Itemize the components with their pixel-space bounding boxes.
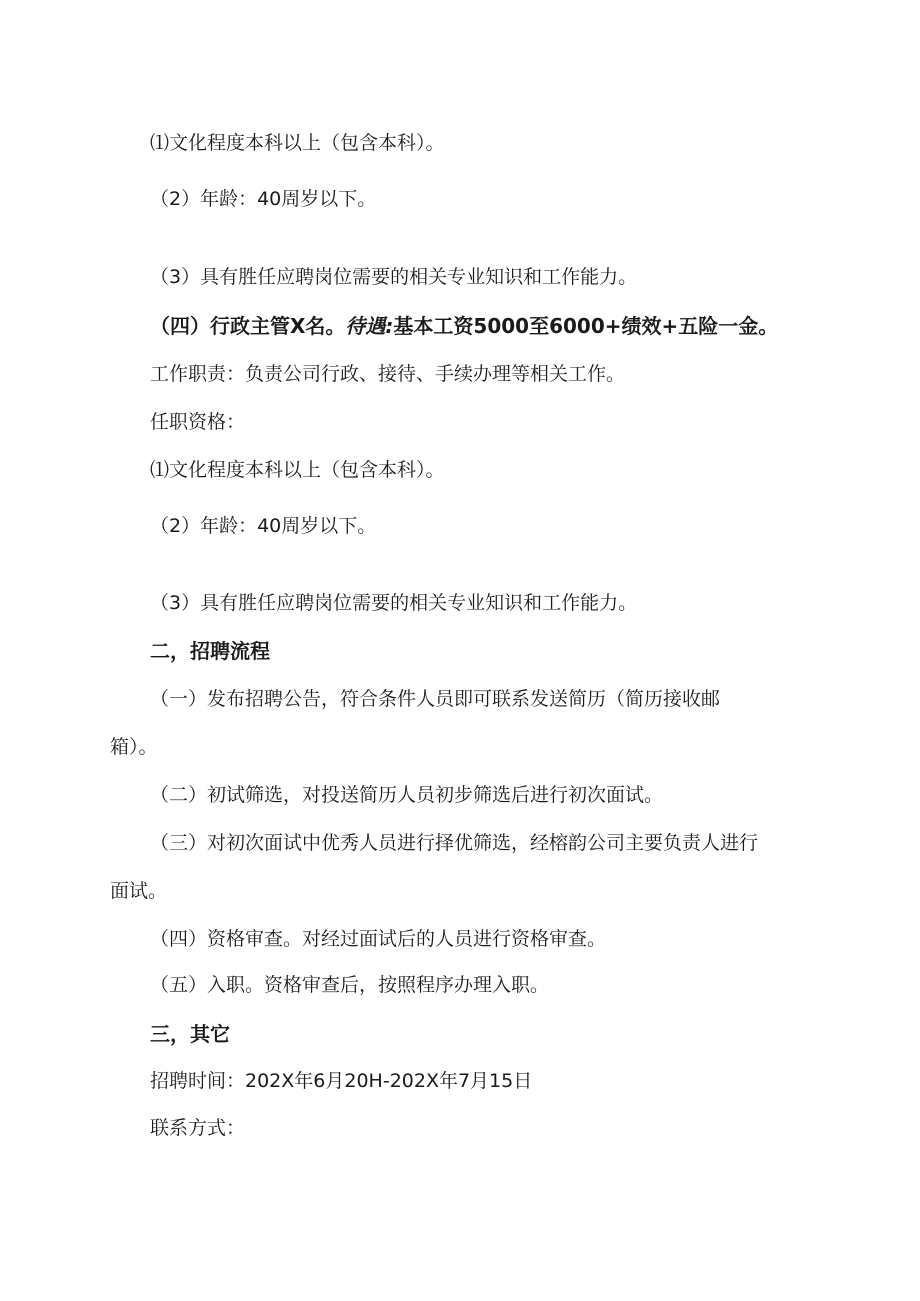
requirement-ability: （3）具有胜任应聘岗位需要的相关专业知识和工作能力。: [150, 592, 638, 614]
section-heading: 二，招聘流程: [150, 639, 270, 663]
position-heading: [150, 312, 778, 340]
process-step: （四）资格审查。对经过面试后的人员进行资格审查。: [150, 928, 607, 950]
job-duty: 工作职责：负责公司行政、接待、手续办理等相关工作。: [150, 363, 626, 385]
process-step: （五）入职。资格审查后，按照程序办理入职。: [150, 974, 550, 996]
pay-label: 待遇:: [345, 314, 394, 338]
contact-label: 联系方式：: [150, 1117, 246, 1139]
requirement-education: ⑴文化程度本科以上（包含本科）。: [150, 132, 445, 154]
requirement-age: （2）年龄：40周岁以下。: [150, 188, 377, 210]
process-step: （三）对初次面试中优秀人员进行择优筛选，经榕韵公司主要负责人进行: [150, 832, 759, 854]
recruitment-time: 招聘时间：202X年6月20H-202X年7月15日: [150, 1070, 533, 1092]
requirement-age: （2）年龄：40周岁以下。: [150, 515, 377, 537]
qualification-label: 任职资格：: [150, 411, 246, 433]
position-title: （四）行政主管X名。: [150, 314, 346, 338]
process-step: （一）发布招聘公告，符合条件人员即可联系发送简历（简历接收邮: [150, 688, 721, 710]
process-step: （二）初试筛选，对投送简历人员初步筛选后进行初次面试。: [150, 784, 664, 806]
pay-text: 基本工资5000至6000+绩效+五险一金。: [393, 314, 779, 338]
requirement-ability: （3）具有胜任应聘岗位需要的相关专业知识和工作能力。: [150, 266, 638, 288]
requirement-education: ⑴文化程度本科以上（包含本科）。: [150, 459, 445, 481]
section-heading: 三，其它: [150, 1022, 230, 1046]
process-step-continued: 箱）。: [110, 736, 158, 758]
process-step-continued: 面试。: [110, 880, 168, 902]
